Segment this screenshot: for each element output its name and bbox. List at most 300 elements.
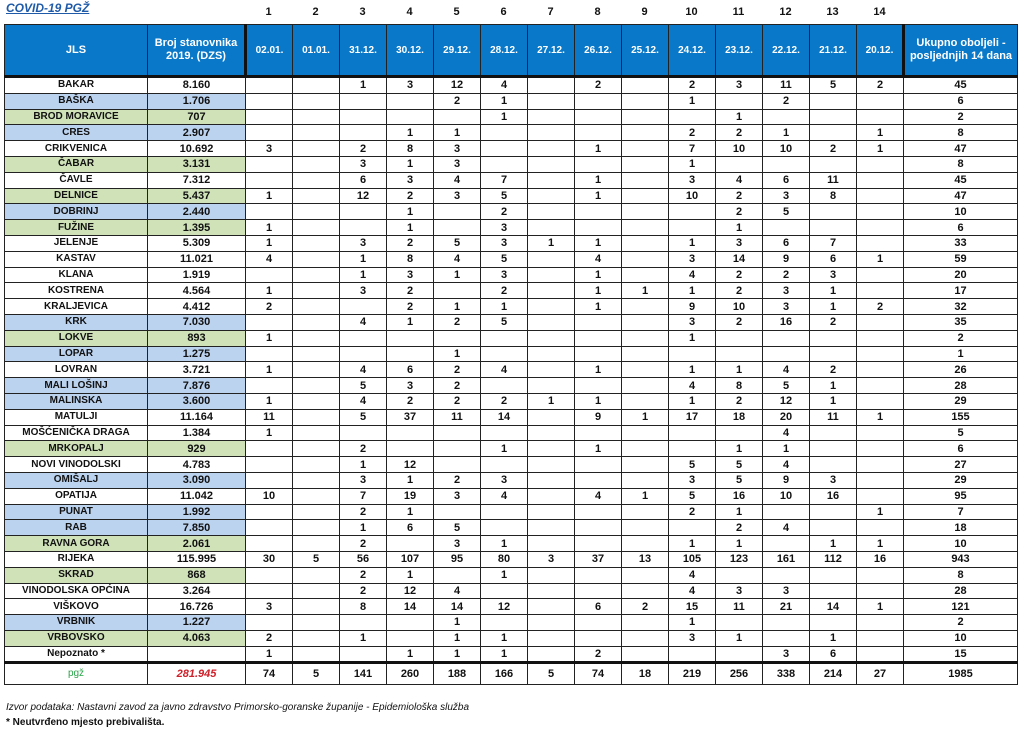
- day-cell: [810, 504, 857, 520]
- day-cell: [857, 188, 904, 204]
- day-cell: 4: [340, 362, 387, 378]
- day-cell: [716, 330, 763, 346]
- day-cell: 1: [716, 504, 763, 520]
- day-cell: [434, 457, 481, 473]
- day-cell: 1: [528, 235, 575, 251]
- day-cell: 6: [810, 646, 857, 663]
- day-cell: 2: [481, 283, 528, 299]
- header-date: 23.12.: [716, 25, 763, 77]
- day-cell: 6: [340, 172, 387, 188]
- day-cell: [293, 520, 340, 536]
- day-cell: 7: [481, 172, 528, 188]
- day-cell: [857, 378, 904, 394]
- column-index: 12: [779, 6, 792, 18]
- population-cell: 3.721: [148, 362, 246, 378]
- source-note: Izvor podataka: Nastavni zavod za javno zdravstvo Primorsko-goranske županije - Epidemiološka služba: [6, 702, 470, 713]
- day-cell: 1: [575, 235, 622, 251]
- day-cell: 5: [481, 188, 528, 204]
- day-cell: 8: [387, 141, 434, 157]
- day-cell: 2: [716, 393, 763, 409]
- day-cell: [575, 472, 622, 488]
- day-cell: 1: [246, 646, 293, 663]
- day-cell: [246, 204, 293, 220]
- day-cell: 3: [434, 488, 481, 504]
- day-cell: [528, 109, 575, 125]
- day-cell: [810, 457, 857, 473]
- column-index: 1: [265, 6, 272, 18]
- day-cell: 5: [481, 251, 528, 267]
- day-cell: 1: [434, 267, 481, 283]
- day-cell: 2: [669, 125, 716, 141]
- summary-day-cell: 260: [387, 663, 434, 685]
- total-cell: 6: [904, 93, 1018, 109]
- day-cell: 2: [857, 77, 904, 94]
- day-cell: [528, 630, 575, 646]
- jls-name: DOBRINJ: [5, 204, 148, 220]
- day-cell: [528, 457, 575, 473]
- population-cell: 5.309: [148, 235, 246, 251]
- day-cell: 3: [763, 646, 810, 663]
- day-cell: [622, 156, 669, 172]
- day-cell: 2: [246, 299, 293, 315]
- table-row: [5, 504, 1018, 520]
- summary-day-cell: 18: [622, 663, 669, 685]
- day-cell: 2: [669, 504, 716, 520]
- day-cell: [622, 630, 669, 646]
- day-cell: 3: [716, 77, 763, 94]
- day-cell: 2: [434, 314, 481, 330]
- total-cell: 29: [904, 472, 1018, 488]
- total-cell: 20: [904, 267, 1018, 283]
- day-cell: 4: [763, 520, 810, 536]
- day-cell: [857, 441, 904, 457]
- day-cell: [528, 536, 575, 552]
- day-cell: 3: [387, 172, 434, 188]
- day-cell: [622, 646, 669, 663]
- day-cell: [340, 125, 387, 141]
- day-cell: [293, 314, 340, 330]
- day-cell: [857, 109, 904, 125]
- table-row: [5, 441, 1018, 457]
- day-cell: 2: [434, 93, 481, 109]
- day-cell: 95: [434, 551, 481, 567]
- day-cell: 3: [434, 141, 481, 157]
- jls-name: CRIKVENICA: [5, 141, 148, 157]
- jls-name: VRBNIK: [5, 615, 148, 631]
- summary-day-cell: 27: [857, 663, 904, 685]
- day-cell: [246, 583, 293, 599]
- population-cell: 3.131: [148, 156, 246, 172]
- day-cell: 2: [716, 188, 763, 204]
- column-index: 2: [312, 6, 319, 18]
- day-cell: [528, 488, 575, 504]
- day-cell: [293, 141, 340, 157]
- table-row: [5, 172, 1018, 188]
- day-cell: [669, 646, 716, 663]
- day-cell: 5: [340, 409, 387, 425]
- total-cell: 121: [904, 599, 1018, 615]
- day-cell: [387, 109, 434, 125]
- day-cell: 3: [810, 267, 857, 283]
- day-cell: [669, 109, 716, 125]
- table-row: [5, 393, 1018, 409]
- day-cell: [810, 615, 857, 631]
- table-row: [5, 204, 1018, 220]
- day-cell: 56: [340, 551, 387, 567]
- day-cell: [246, 567, 293, 583]
- day-cell: 11: [763, 77, 810, 94]
- table-row: [5, 235, 1018, 251]
- day-cell: [293, 251, 340, 267]
- day-cell: 3: [810, 472, 857, 488]
- day-cell: 2: [716, 283, 763, 299]
- day-cell: [622, 472, 669, 488]
- population-cell: 4.783: [148, 457, 246, 473]
- table-row: [5, 488, 1018, 504]
- day-cell: 4: [669, 378, 716, 394]
- jls-name: VRBOVSKO: [5, 630, 148, 646]
- day-cell: [528, 472, 575, 488]
- day-cell: [528, 299, 575, 315]
- day-cell: [810, 567, 857, 583]
- total-cell: 8: [904, 156, 1018, 172]
- day-cell: 3: [246, 599, 293, 615]
- header-jls: JLS: [5, 25, 148, 77]
- day-cell: [622, 235, 669, 251]
- day-cell: 2: [387, 299, 434, 315]
- header-population: Broj stanovnika 2019. (DZS): [148, 25, 246, 77]
- header-date: 25.12.: [622, 25, 669, 77]
- day-cell: [763, 330, 810, 346]
- day-cell: 11: [810, 409, 857, 425]
- jls-name: RAVNA GORA: [5, 536, 148, 552]
- day-cell: 3: [387, 267, 434, 283]
- day-cell: [293, 93, 340, 109]
- day-cell: [528, 93, 575, 109]
- jls-name: PUNAT: [5, 504, 148, 520]
- day-cell: [810, 109, 857, 125]
- day-cell: [293, 378, 340, 394]
- day-cell: 107: [387, 551, 434, 567]
- day-cell: [246, 615, 293, 631]
- day-cell: 14: [810, 599, 857, 615]
- day-cell: 1: [669, 536, 716, 552]
- table-row: [5, 156, 1018, 172]
- day-cell: [481, 346, 528, 362]
- day-cell: [246, 457, 293, 473]
- day-cell: [528, 204, 575, 220]
- day-cell: 10: [669, 188, 716, 204]
- day-cell: [810, 441, 857, 457]
- day-cell: 123: [716, 551, 763, 567]
- day-cell: 1: [434, 646, 481, 663]
- day-cell: [434, 425, 481, 441]
- day-cell: 7: [340, 488, 387, 504]
- day-cell: [622, 362, 669, 378]
- day-cell: 10: [716, 299, 763, 315]
- summary-population: 281.945: [148, 663, 246, 685]
- day-cell: [528, 267, 575, 283]
- summary-day-cell: 188: [434, 663, 481, 685]
- day-cell: [293, 630, 340, 646]
- day-cell: 1: [857, 125, 904, 141]
- jls-name: DELNICE: [5, 188, 148, 204]
- day-cell: 1: [669, 156, 716, 172]
- day-cell: 3: [763, 283, 810, 299]
- day-cell: 1: [575, 441, 622, 457]
- day-cell: [387, 330, 434, 346]
- table-row: [5, 615, 1018, 631]
- day-cell: 6: [763, 235, 810, 251]
- day-cell: [810, 330, 857, 346]
- population-cell: 1.395: [148, 220, 246, 236]
- day-cell: [293, 156, 340, 172]
- day-cell: 2: [716, 267, 763, 283]
- day-cell: 1: [434, 615, 481, 631]
- day-cell: 4: [716, 172, 763, 188]
- table-row: [5, 330, 1018, 346]
- population-cell: 4.063: [148, 630, 246, 646]
- jls-name: VIŠKOVO: [5, 599, 148, 615]
- total-cell: 45: [904, 172, 1018, 188]
- day-cell: 3: [340, 472, 387, 488]
- header-total: Ukupno oboljeli - posljednjih 14 dana: [904, 25, 1018, 77]
- table-body: [5, 77, 1018, 685]
- day-cell: [528, 220, 575, 236]
- day-cell: [481, 457, 528, 473]
- day-cell: [810, 156, 857, 172]
- day-cell: [763, 615, 810, 631]
- day-cell: [669, 425, 716, 441]
- population-cell: 1.992: [148, 504, 246, 520]
- day-cell: 11: [246, 409, 293, 425]
- day-cell: 3: [481, 267, 528, 283]
- population-cell: 2.061: [148, 536, 246, 552]
- day-cell: 16: [810, 488, 857, 504]
- day-cell: [622, 330, 669, 346]
- header-date: 30.12.: [387, 25, 434, 77]
- column-index: 9: [641, 6, 648, 18]
- day-cell: 3: [481, 220, 528, 236]
- population-cell: 3.600: [148, 393, 246, 409]
- day-cell: [340, 425, 387, 441]
- day-cell: [857, 267, 904, 283]
- population-cell: 1.706: [148, 93, 246, 109]
- table-row: [5, 125, 1018, 141]
- day-cell: 1: [575, 172, 622, 188]
- day-cell: [622, 393, 669, 409]
- jls-name: LOPAR: [5, 346, 148, 362]
- table-row: [5, 599, 1018, 615]
- day-cell: 2: [763, 267, 810, 283]
- day-cell: 2: [340, 583, 387, 599]
- header-date: 26.12.: [575, 25, 622, 77]
- day-cell: 2: [387, 188, 434, 204]
- day-cell: 105: [669, 551, 716, 567]
- day-cell: [293, 599, 340, 615]
- total-cell: 35: [904, 314, 1018, 330]
- day-cell: [387, 425, 434, 441]
- day-cell: [293, 441, 340, 457]
- table-row: [5, 141, 1018, 157]
- day-cell: 4: [763, 362, 810, 378]
- day-cell: [481, 425, 528, 441]
- column-index: 7: [547, 6, 554, 18]
- table-row: [5, 188, 1018, 204]
- day-cell: 6: [387, 520, 434, 536]
- population-cell: 868: [148, 567, 246, 583]
- total-cell: 6: [904, 220, 1018, 236]
- day-cell: 2: [434, 393, 481, 409]
- day-cell: [575, 425, 622, 441]
- jls-name: BAKAR: [5, 77, 148, 94]
- day-cell: [575, 220, 622, 236]
- day-cell: [857, 346, 904, 362]
- day-cell: 1: [434, 630, 481, 646]
- population-cell: 1.275: [148, 346, 246, 362]
- day-cell: [340, 109, 387, 125]
- population-cell: 7.876: [148, 378, 246, 394]
- day-cell: [528, 172, 575, 188]
- day-cell: [293, 283, 340, 299]
- day-cell: [528, 125, 575, 141]
- day-cell: 2: [340, 441, 387, 457]
- day-cell: 4: [763, 425, 810, 441]
- day-cell: [622, 220, 669, 236]
- jls-name: KOSTRENA: [5, 283, 148, 299]
- day-cell: 9: [669, 299, 716, 315]
- day-cell: 15: [669, 599, 716, 615]
- day-cell: [528, 156, 575, 172]
- table-row: [5, 299, 1018, 315]
- table-row: [5, 520, 1018, 536]
- jls-name: BAŠKA: [5, 93, 148, 109]
- table-row: [5, 362, 1018, 378]
- day-cell: [575, 583, 622, 599]
- day-cell: 3: [481, 472, 528, 488]
- day-cell: [528, 283, 575, 299]
- day-cell: 1: [387, 125, 434, 141]
- day-cell: [387, 536, 434, 552]
- day-cell: 4: [481, 362, 528, 378]
- summary-row: [5, 663, 1018, 685]
- day-cell: [763, 504, 810, 520]
- day-cell: [857, 520, 904, 536]
- day-cell: [716, 646, 763, 663]
- day-cell: 1: [857, 251, 904, 267]
- day-cell: 2: [340, 536, 387, 552]
- population-cell: 16.726: [148, 599, 246, 615]
- day-cell: 5: [293, 551, 340, 567]
- day-cell: 1: [387, 204, 434, 220]
- day-cell: [293, 472, 340, 488]
- day-cell: [293, 425, 340, 441]
- table-row: [5, 551, 1018, 567]
- day-cell: 9: [575, 409, 622, 425]
- jls-name: RIJEKA: [5, 551, 148, 567]
- day-cell: 14: [434, 599, 481, 615]
- day-cell: [528, 646, 575, 663]
- day-cell: [246, 267, 293, 283]
- day-cell: 1: [246, 362, 293, 378]
- day-cell: 11: [810, 172, 857, 188]
- day-cell: [810, 220, 857, 236]
- day-cell: [481, 156, 528, 172]
- day-cell: [857, 488, 904, 504]
- day-cell: [434, 220, 481, 236]
- day-cell: 2: [716, 314, 763, 330]
- total-cell: 28: [904, 378, 1018, 394]
- jls-name: LOKVE: [5, 330, 148, 346]
- day-cell: 13: [622, 551, 669, 567]
- day-cell: [340, 220, 387, 236]
- day-cell: [716, 425, 763, 441]
- jls-name: Nepoznato *: [5, 646, 148, 663]
- table-row: [5, 267, 1018, 283]
- day-cell: 10: [763, 488, 810, 504]
- day-cell: 2: [340, 141, 387, 157]
- day-cell: 10: [763, 141, 810, 157]
- day-cell: [387, 630, 434, 646]
- day-cell: 7: [810, 235, 857, 251]
- column-index: 13: [826, 6, 839, 18]
- day-cell: [293, 299, 340, 315]
- covid-cases-table: [4, 24, 1018, 685]
- day-cell: 20: [763, 409, 810, 425]
- day-cell: 112: [810, 551, 857, 567]
- day-cell: [810, 346, 857, 362]
- day-cell: [857, 472, 904, 488]
- day-cell: 1: [622, 488, 669, 504]
- day-cell: 1: [481, 536, 528, 552]
- jls-name: MALI LOŠINJ: [5, 378, 148, 394]
- day-cell: 1: [810, 378, 857, 394]
- day-cell: [810, 93, 857, 109]
- day-cell: 5: [763, 378, 810, 394]
- day-cell: [434, 567, 481, 583]
- day-cell: [246, 314, 293, 330]
- total-cell: 32: [904, 299, 1018, 315]
- day-cell: [246, 520, 293, 536]
- day-cell: [293, 615, 340, 631]
- table-row: [5, 425, 1018, 441]
- day-cell: 16: [763, 314, 810, 330]
- day-cell: 9: [763, 472, 810, 488]
- day-cell: 3: [528, 551, 575, 567]
- day-cell: 1: [387, 646, 434, 663]
- day-cell: [293, 567, 340, 583]
- population-cell: 115.995: [148, 551, 246, 567]
- day-cell: 12: [387, 583, 434, 599]
- day-cell: [763, 156, 810, 172]
- day-cell: 1: [387, 567, 434, 583]
- day-cell: [293, 109, 340, 125]
- day-cell: 3: [340, 235, 387, 251]
- day-cell: 14: [716, 251, 763, 267]
- day-cell: [293, 457, 340, 473]
- total-cell: 47: [904, 141, 1018, 157]
- day-cell: [528, 615, 575, 631]
- day-cell: 4: [246, 251, 293, 267]
- total-cell: 8: [904, 125, 1018, 141]
- day-cell: 12: [340, 188, 387, 204]
- day-cell: 10: [246, 488, 293, 504]
- day-cell: 1: [763, 125, 810, 141]
- day-cell: [857, 220, 904, 236]
- day-cell: [857, 204, 904, 220]
- day-cell: [622, 425, 669, 441]
- day-cell: [622, 520, 669, 536]
